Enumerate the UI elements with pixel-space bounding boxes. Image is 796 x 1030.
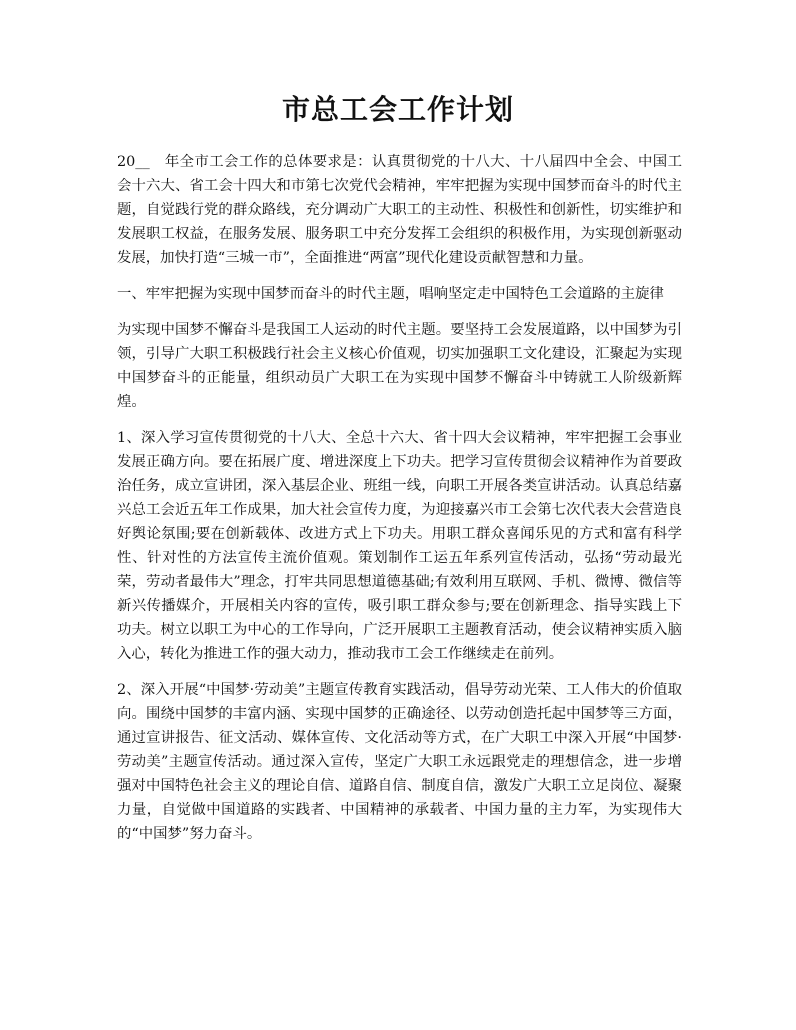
paragraph-intro: 20__ 年全市工会工作的总体要求是：认真贯彻党的十八大、十八届四中全会、中国工会十六大、省工会十四大和市第七次党代会精神，牢牢把握为实现中国梦而奋斗的时代主题，自觉践行党的群众路线，充分调动广大职工的主动性、积极性和创新性，切实维护和发展职工权益，在服务发展、服务职工中充分发挥工会组织的积极作用，为实现创新驱动发展，加快打造“三城一市”，全面推进“两富”现代化建设贡献智慧和力量。 (117, 154, 682, 266)
document-body (117, 150, 682, 858)
paragraph-item-2: 2、深入开展“中国梦·劳动美”主题宣传教育实践活动，倡导劳动光荣、工人伟大的价值取向。围绕中国梦的丰富内涵、实现中国梦的正确途径、以劳动创造托起中国梦等三方面，通过宣讲报告、征文活动、媒体宣传、文化活动等方式，在广大职工中深入开展“中国梦·劳动美”主题宣传活动。通过深入宣传，坚定广大职工永远跟党走的理想信念，进一步增强对中国特色社会主义的理论自信、道路自信、制度自信，激发广大职工立足岗位、凝聚力量，自觉做中国道路的实践者、中国精神的承载者、中国力量的主力军，为实现伟大的“中国梦”努力奋斗。 (117, 682, 682, 842)
section-heading-1: 一、牢牢把握为实现中国梦而奋斗的时代主题，唱响坚定走中国特色工会道路的主旋律 (117, 286, 664, 302)
paragraph-item-1: 1、深入学习宣传贯彻党的十八大、全总十六大、省十四大会议精神，牢牢把握工会事业发展正确方向。要在拓展广度、增进深度上下功夫。把学习宣传贯彻会议精神作为首要政治任务，成立宣讲团，深入基层企业、班组一线，向职工开展各类宣讲活动。认真总结嘉兴总工会近五年工作成果，加大社会宣传力度，为迎接嘉兴市工会第七次代表大会营造良好舆论氛围;要在创新载体、改进方式上下功夫。用职工群众喜闻乐见的方式和富有科学性、针对性的方法宣传主流价值观。策划制作工运五年系列宣传活动，弘扬“劳动最光荣，劳动者最伟大”理念，打牢共同思想道德基础;有效利用互联网、手机、微博、微信等新兴传播媒介，开展相关内容的宣传，吸引职工群众参与;要在创新理念、指导实践上下功夫。树立以职工为中心的工作导向，广泛开展职工主题教育活动，使会议精神实质入脑入心，转化为推进工作的强大动力，推动我市工会工作继续走在前列。 (117, 430, 682, 662)
paragraph-section-1: 为实现中国梦不懈奋斗是我国工人运动的时代主题。要坚持工会发展道路，以中国梦为引领，引导广大职工积极践行社会主义核心价值观，切实加强职工文化建设，汇聚起为实现中国梦奋斗的正能量，组织动员广大职工在为实现中国梦不懈奋斗中铸就工人阶级新辉煌。 (117, 322, 682, 410)
document-title: 市总工会工作计划 (281, 93, 514, 126)
